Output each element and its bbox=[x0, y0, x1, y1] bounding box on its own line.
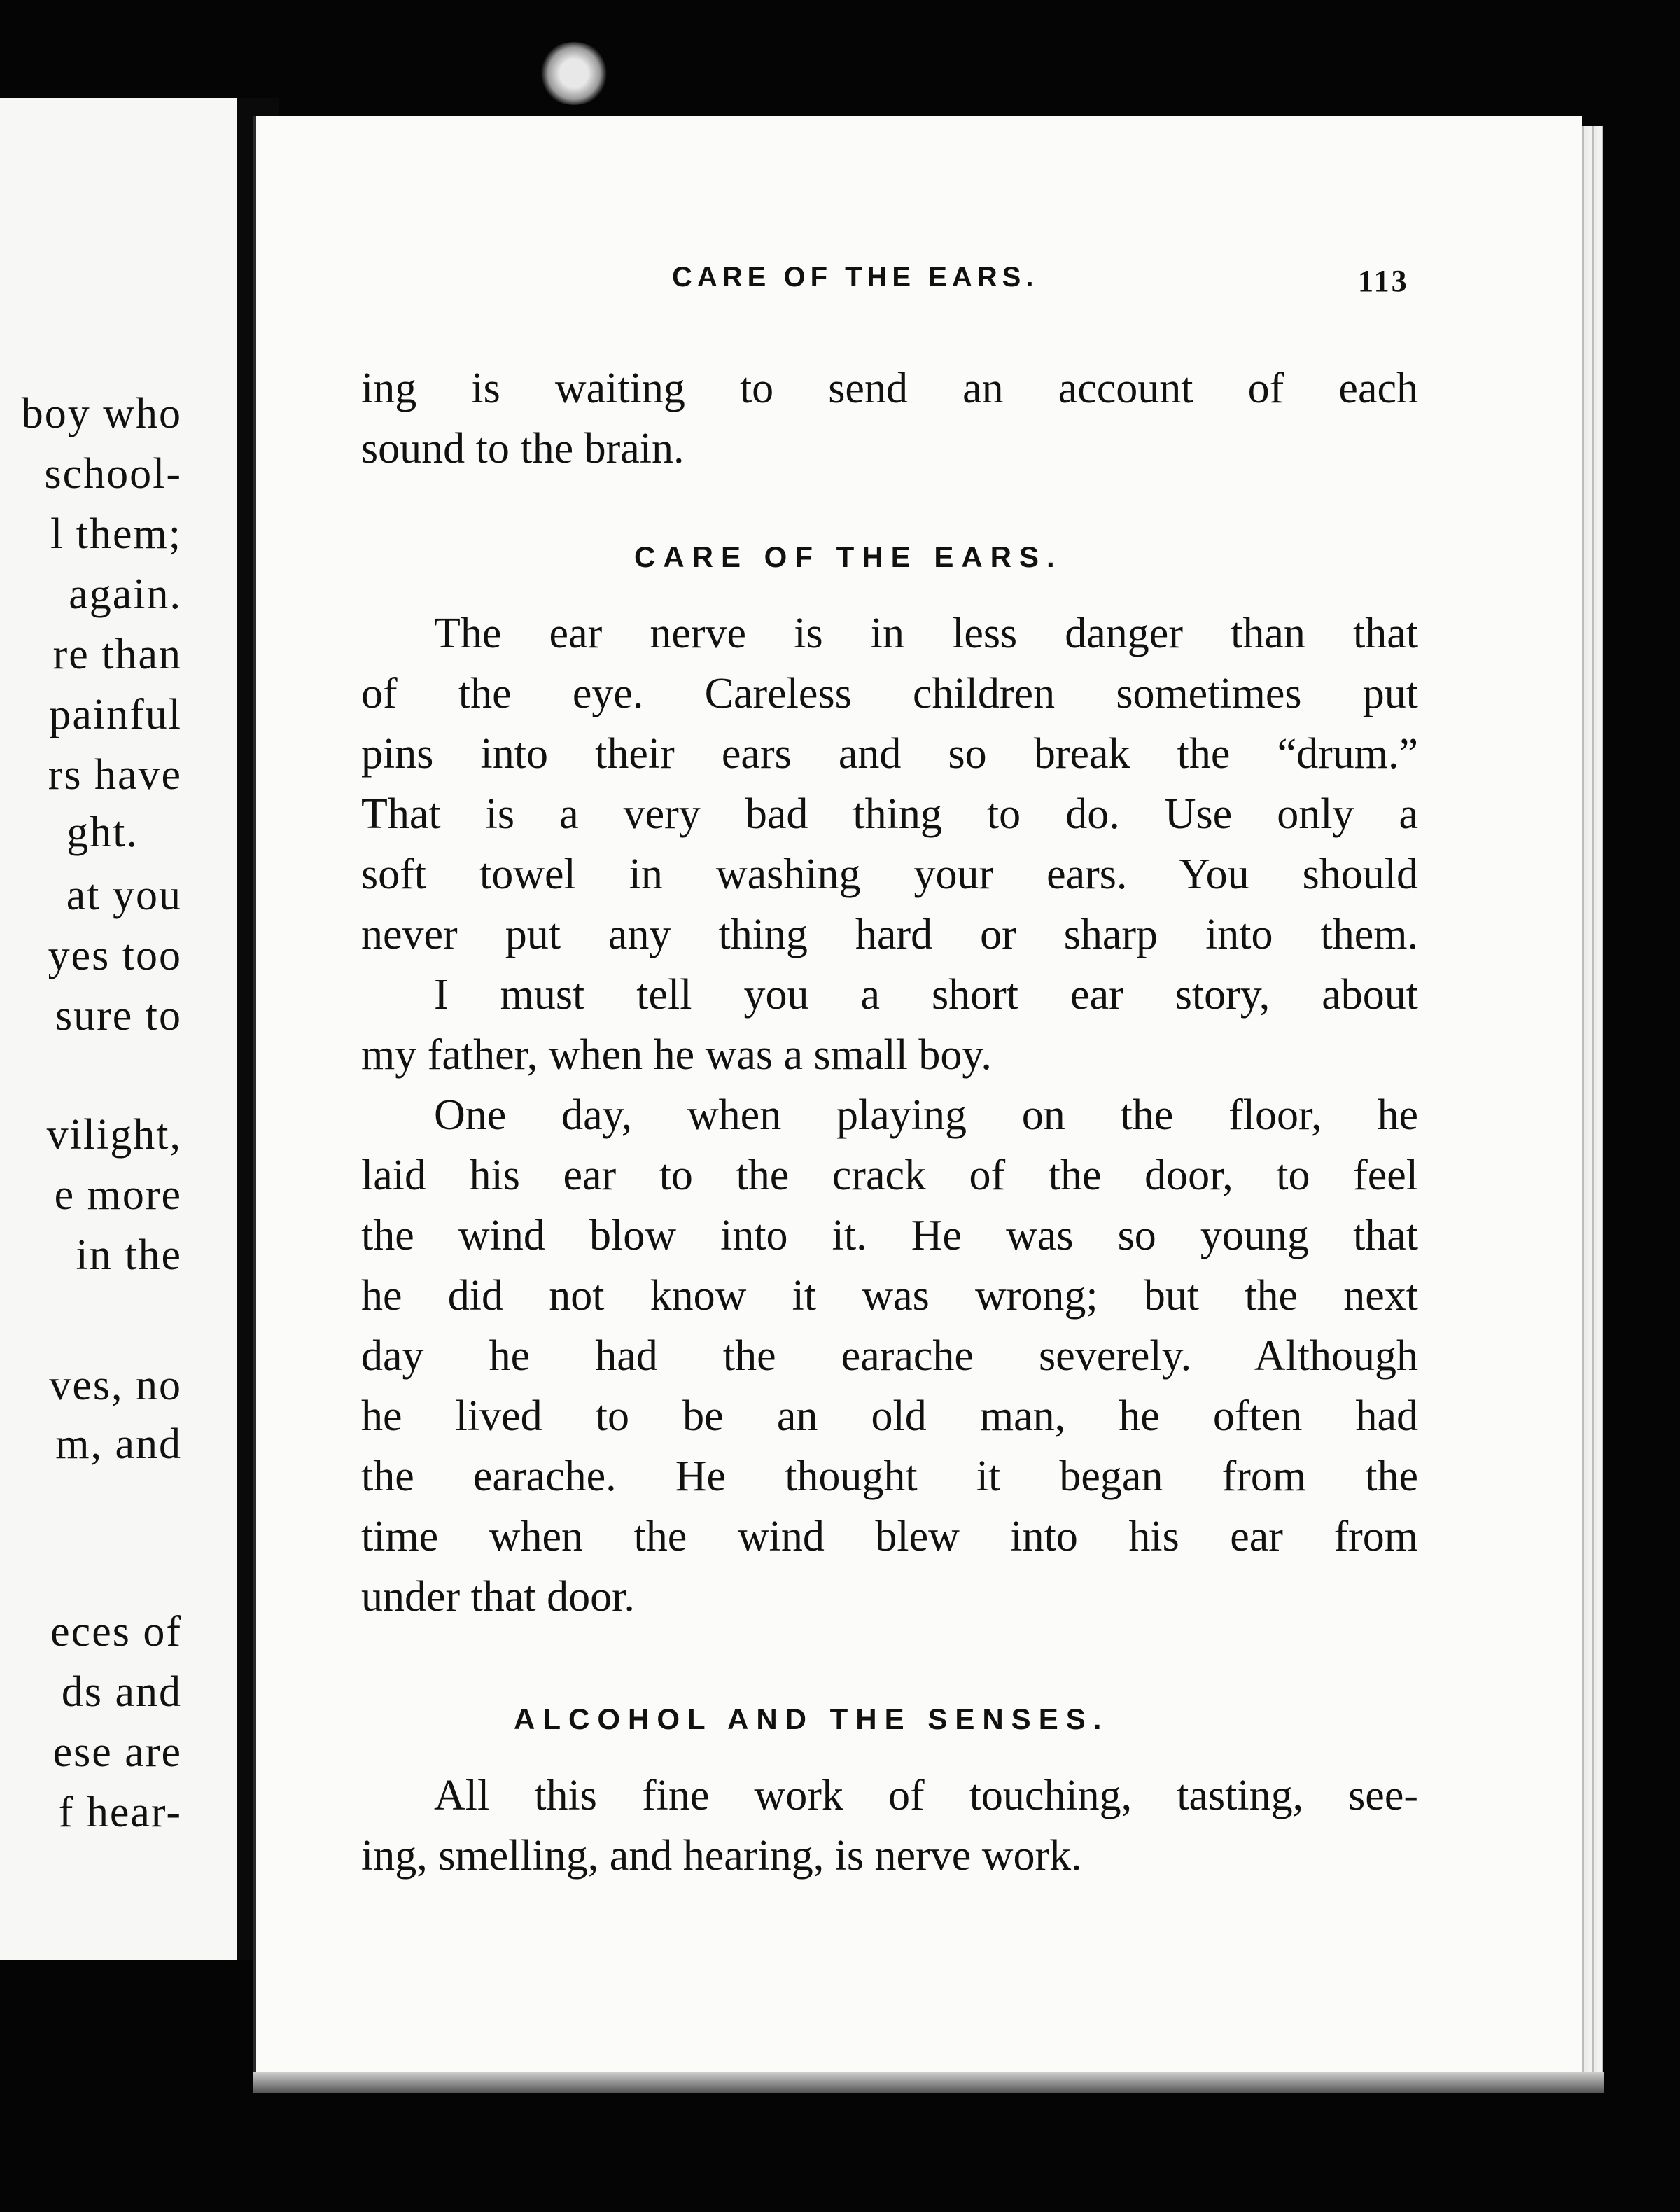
facing-page-line: in the bbox=[76, 1231, 182, 1279]
facing-page-line: ves, no bbox=[49, 1362, 182, 1409]
section-heading: CARE OF THE EARS. bbox=[634, 540, 1063, 573]
facing-page-line: again. bbox=[69, 570, 182, 618]
page-bottom-edge bbox=[253, 2072, 1604, 2093]
text-line: the earache. He thought it began from the bbox=[361, 1452, 1418, 1500]
section-heading: ALCOHOL AND THE SENSES. bbox=[514, 1702, 1110, 1735]
facing-page-line: f hear- bbox=[58, 1788, 182, 1836]
text-line: One day, when playing on the floor, he bbox=[434, 1091, 1418, 1139]
facing-page-line: ese are bbox=[52, 1728, 182, 1776]
facing-page-line: l them; bbox=[50, 510, 182, 558]
text-line: The ear nerve is in less danger than that bbox=[434, 610, 1418, 657]
text-line: ing, smelling, and hearing, is nerve work. bbox=[361, 1832, 1082, 1879]
facing-page-line: re than bbox=[52, 631, 182, 678]
text-line: never put any thing hard or sharp into them. bbox=[361, 911, 1418, 958]
text-line: That is a very bad thing to do. Use only a bbox=[361, 790, 1418, 838]
text-line: pins into their ears and so break the “drum.” bbox=[361, 730, 1418, 778]
text-line: he did not know it was wrong; but the next bbox=[361, 1272, 1418, 1320]
facing-page-line: sure to bbox=[55, 992, 182, 1040]
facing-page bbox=[0, 98, 241, 1960]
running-head: CARE OF THE EARS. bbox=[672, 262, 1039, 293]
facing-page-line: rs have bbox=[48, 751, 182, 799]
facing-page-line: vilight, bbox=[46, 1111, 182, 1158]
text-line: soft towel in washing your ears. You should bbox=[361, 850, 1418, 898]
text-line: laid his ear to the crack of the door, to feel bbox=[361, 1152, 1418, 1199]
text-line: my father, when he was a small boy. bbox=[361, 1031, 992, 1079]
text-line: the wind blow into it. He was so young that bbox=[361, 1212, 1418, 1259]
text-line: under that door. bbox=[361, 1573, 635, 1620]
facing-page-line: school- bbox=[44, 450, 182, 498]
facing-page-line: e more bbox=[54, 1171, 182, 1219]
text-line: day he had the earache severely. Although bbox=[361, 1332, 1418, 1380]
page-number: 113 bbox=[1358, 264, 1409, 298]
facing-page-line: yes too bbox=[48, 932, 182, 979]
dust-speck bbox=[539, 42, 609, 105]
facing-page-line: eces of bbox=[50, 1608, 182, 1656]
text-line: sound to the brain. bbox=[361, 425, 685, 472]
facing-page-line: ght. bbox=[66, 808, 139, 856]
facing-page-line: at you bbox=[66, 872, 182, 919]
text-line: ing is waiting to send an account of each bbox=[361, 365, 1418, 412]
text-line: he lived to be an old man, he often had bbox=[361, 1392, 1418, 1440]
facing-page-line: boy who bbox=[21, 390, 182, 438]
text-line: I must tell you a short ear story, about bbox=[434, 971, 1418, 1018]
text-line: of the eye. Careless children sometimes put bbox=[361, 670, 1418, 718]
facing-page-line: ds and bbox=[61, 1668, 182, 1716]
facing-page-line: painful bbox=[49, 691, 182, 738]
facing-page-line: m, and bbox=[55, 1420, 182, 1468]
text-line: All this fine work of touching, tasting, see- bbox=[434, 1772, 1418, 1819]
text-line: time when the wind blew into his ear from bbox=[361, 1513, 1418, 1560]
